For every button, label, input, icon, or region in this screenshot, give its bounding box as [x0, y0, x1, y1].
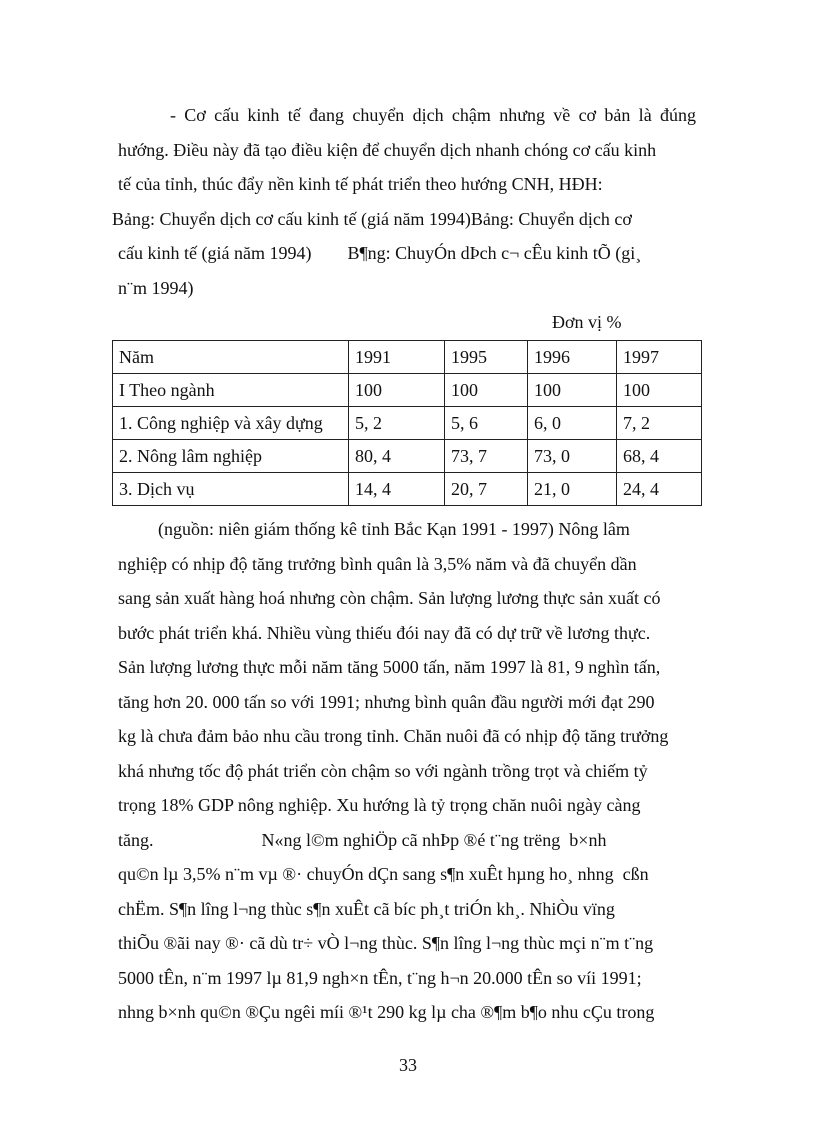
text-line: qu©n lµ 3,5% n¨m vµ ®· chuyÓn dÇn sang s¶n xuÊt hµng ho¸ nhng cßn [118, 864, 649, 884]
table-cell: 100 [349, 374, 445, 407]
table-cell: 80, 4 [349, 440, 445, 473]
text-line: 5000 tÊn, n¨m 1997 lµ 81,9 ngh×n tÊn, t¨ng h¬n 20.000 tÊn so víi 1991; [118, 967, 642, 988]
text-line: tăng hơn 20. 000 tấn so với 1991; nhưng bình quân đầu người mới đạt 290 [118, 691, 655, 712]
table-caption-line: n¨m 1994) [118, 277, 194, 298]
text-line: Sản lượng lương thực mỗi năm tăng 5000 tấn, năm 1997 là 81, 9 nghìn tấn, [118, 657, 661, 677]
table-header-row [113, 341, 702, 374]
table-cell: 3. Dịch vụ [113, 473, 349, 506]
table-row [113, 440, 702, 473]
table-cell: 5, 2 [349, 407, 445, 440]
table-caption-line: cấu kinh tế (giá năm 1994) B¶ng: ChuyÓn dÞch c¬ cÊu kinh tÕ (gi¸ [118, 243, 642, 263]
table-cell: 20, 7 [445, 473, 528, 506]
table-row [113, 374, 702, 407]
table-cell: 5, 6 [445, 407, 528, 440]
table-cell: 73, 7 [445, 440, 528, 473]
header-cell: 1996 [528, 341, 617, 374]
table-cell: 21, 0 [528, 473, 617, 506]
table-cell: 68, 4 [617, 440, 702, 473]
table-cell: 1. Công nghiệp và xây dựng [113, 407, 349, 440]
table-cell: 6, 0 [528, 407, 617, 440]
table-cell: 14, 4 [349, 473, 445, 506]
table-cell: 100 [528, 374, 617, 407]
table-cell: 7, 2 [617, 407, 702, 440]
header-cell: 1991 [349, 341, 445, 374]
table-cell: I Theo ngành [113, 374, 349, 407]
table-cell: 24, 4 [617, 473, 702, 506]
table-cell: 73, 0 [528, 440, 617, 473]
text-line: khá nhưng tốc độ phát triển còn chậm so với ngành trồng trọt và chiếm tỷ [118, 760, 648, 781]
text-line: thiÕu ®ãi nay ®· cã dù tr÷ vÒ l¬ng thùc. S¶n lîng l¬ng thùc mçi n¨m t¨ng [118, 933, 654, 953]
header-cell: Năm [113, 341, 349, 374]
table-cell: 2. Nông lâm nghiệp [113, 440, 349, 473]
header-cell: 1997 [617, 341, 702, 374]
text-line: tế của tỉnh, thúc đẩy nền kinh tế phát triển theo hướng CNH, HĐH: [118, 174, 603, 194]
text-line: sang sản xuất hàng hoá nhưng còn chậm. Sản lượng lương thực sản xuất có [118, 588, 661, 608]
text-line: - Cơ cấu kinh tế đang chuyển dịch chậm nhưng về cơ bản là đúng [170, 105, 696, 125]
table-cell: 100 [617, 374, 702, 407]
unit-label: Đơn vị % [552, 312, 622, 332]
text-line: kg là chưa đảm bảo nhu cầu trong tỉnh. Chăn nuôi đã có nhịp độ tăng trưởng [118, 726, 669, 746]
text-line: nghiệp có nhịp độ tăng trưởng bình quân là 3,5% năm và đã chuyển dần [118, 553, 637, 574]
economic-structure-table [112, 340, 702, 506]
intro-paragraph [112, 98, 696, 305]
header-cell: 1995 [445, 341, 528, 374]
text-line: nhng b×nh qu©n ®Çu ngêi míi ®¹t 290 kg lµ cha ®¶m b¶o nhu cÇu trong [118, 1002, 655, 1022]
text-line: tăng. N«ng l©m nghiÖp cã nhÞp ®é t¨ng trëng b×nh [118, 829, 607, 850]
table-row [113, 407, 702, 440]
text-line: hướng. Điều này đã tạo điều kiện để chuyển dịch nhanh chóng cơ cấu kinh [118, 139, 657, 160]
text-line: (nguồn: niên giám thống kê tỉnh Bắc Kạn 1991 - 1997) Nông lâm [158, 519, 630, 539]
text-line: bước phát triển khá. Nhiều vùng thiếu đói nay đã có dự trữ về lương thực. [118, 622, 651, 643]
body-paragraph [118, 512, 696, 1030]
table-row [113, 473, 702, 506]
text-line: chËm. S¶n lîng l¬ng thùc s¶n xuÊt cã bíc ph¸t triÓn kh¸. NhiÒu vïng [118, 898, 615, 919]
text-line: trọng 18% GDP nông nghiệp. Xu hướng là tỷ trọng chăn nuôi ngày càng [118, 795, 641, 815]
table-cell: 100 [445, 374, 528, 407]
page-number: 33 [399, 1055, 417, 1075]
table-caption-line: Bảng: Chuyển dịch cơ cấu kinh tế (giá năm 1994)Bảng: Chuyển dịch cơ [112, 208, 632, 229]
